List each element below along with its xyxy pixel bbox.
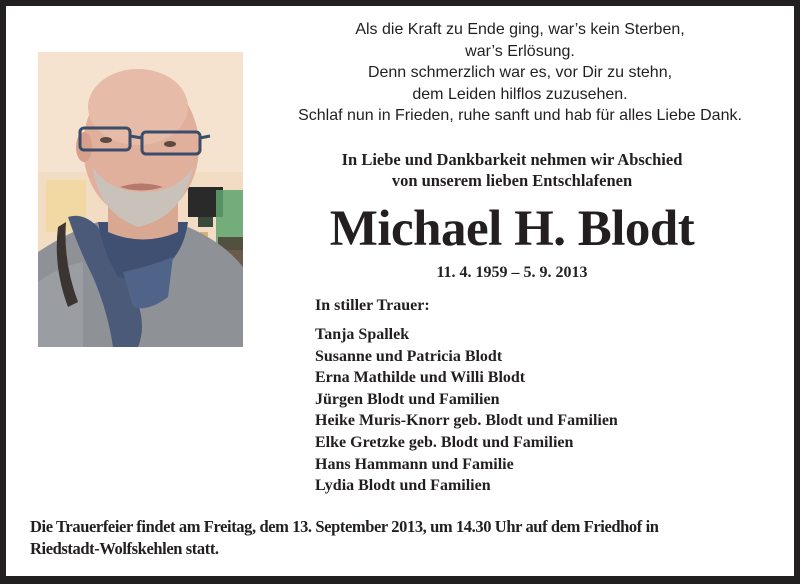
mourner-name: Lydia Blodt und Familien — [315, 477, 491, 495]
poem-line: dem Leiden hilflos zuzusehen. — [412, 85, 628, 103]
intro-line: In Liebe und Dankbarkeit nehmen wir Abschied — [341, 150, 683, 169]
ceremony-line: Riedstadt-Wolfskehlen statt. — [30, 539, 219, 558]
mourners-list — [315, 324, 618, 497]
mourners-section — [315, 296, 618, 497]
mourner-name: Jürgen Blodt und Familien — [315, 390, 500, 408]
ceremony-line: Die Trauerfeier findet am Freitag, dem 13. September 2013, um 14.30 Uhr auf dem Friedhof in — [30, 517, 659, 536]
mourner-name: Heike Muris-Knorr geb. Blodt und Familien — [315, 412, 618, 430]
life-dates: 11. 4. 1959 – 5. 9. 2013 — [436, 264, 588, 281]
mourners-label: In stiller Trauer: — [315, 297, 430, 314]
portrait-image — [38, 52, 243, 347]
portrait-photo — [38, 52, 243, 347]
poem-line: war’s Erlösung. — [465, 42, 575, 60]
mourner-name: Erna Mathilde und Willi Blodt — [315, 369, 526, 387]
mourner-name: Susanne und Patricia Blodt — [315, 347, 503, 365]
intro-line: von unserem lieben Entschlafenen — [391, 171, 633, 190]
poem-line: Als die Kraft zu Ende ging, war’s kein Sterben, — [355, 21, 685, 38]
obituary-card — [6, 6, 794, 576]
farewell-intro — [302, 149, 722, 191]
poem-line: Denn schmerzlich war es, vor Dir zu stehn, — [367, 64, 673, 81]
poem-line: Schlaf nun in Frieden, ruhe sanft und hab für alles Liebe Dank. — [298, 107, 742, 124]
deceased-name: Michael H. Blodt — [329, 201, 695, 257]
mourner-name: Hans Hammann und Familie — [315, 455, 514, 473]
memorial-poem — [260, 19, 780, 127]
mourner-name: Tanja Spallek — [315, 326, 410, 343]
funeral-announcement — [30, 516, 790, 560]
mourner-name: Elke Gretzke geb. Blodt und Familien — [315, 433, 574, 451]
